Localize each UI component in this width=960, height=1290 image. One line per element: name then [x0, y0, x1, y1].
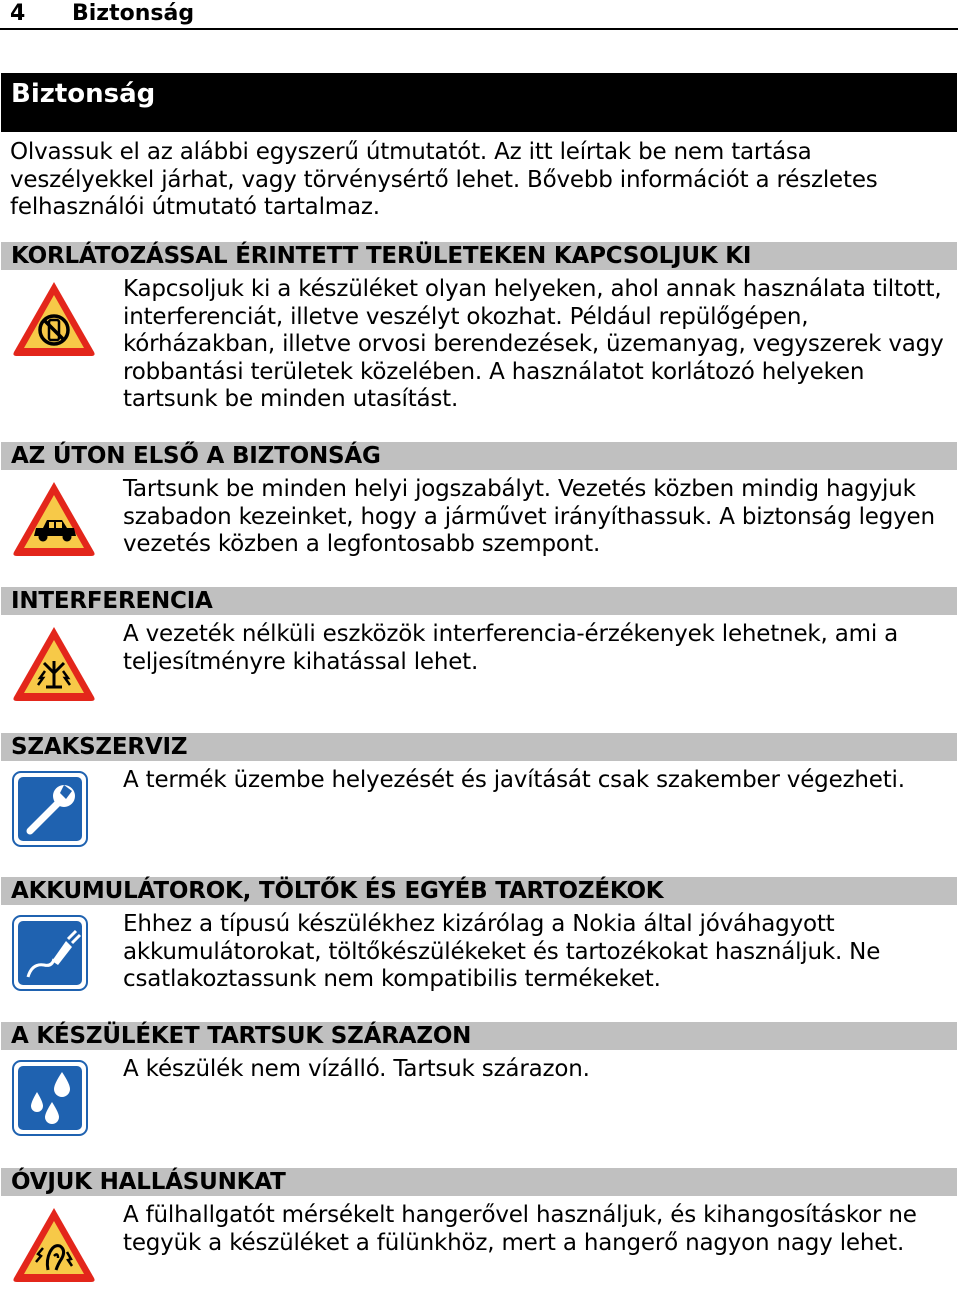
running-header	[0, 0, 958, 30]
section-heading: INTERFERENCIA	[11, 588, 213, 614]
section-heading-bar	[1, 877, 957, 905]
water-drops-icon	[10, 1058, 98, 1138]
section-heading-bar	[1, 442, 957, 470]
section-heading-bar	[1, 242, 957, 270]
section-heading: ÓVJUK HALLÁSUNKAT	[11, 1169, 286, 1195]
section-heading-bar	[1, 1022, 957, 1050]
charger-plug-icon	[10, 913, 98, 993]
section-heading-bar	[1, 733, 957, 761]
interference-warning-icon	[10, 623, 98, 703]
page-title: Biztonság	[11, 79, 156, 109]
section-heading: AZ ÚTON ELSŐ A BIZTONSÁG	[11, 443, 381, 469]
section-heading: SZAKSZERVIZ	[11, 734, 188, 760]
section-text: Ehhez a típusú készülékhez kizárólag a Nokia által jóváhagyott akkumulátorokat, töltőkészülékeket és tartozékokat használjuk. Ne csatlakoztassunk nem kompatibilis termékeket.	[123, 911, 881, 992]
section-text: Tartsunk be minden helyi jogszabályt. Vezetés közben mindig hagyjuk szabadon kezeinket, hogy a járművet irányíthassuk. A biztonság legyen vezetés közben a legfontosabb szempont.	[123, 476, 935, 557]
section-heading-bar	[1, 1168, 957, 1196]
page-title-bar	[1, 73, 957, 132]
section-text: A vezeték nélküli eszközök interferencia-érzékenyek lehetnek, ami a teljesítményre kihatással lehet.	[123, 621, 899, 675]
page-number: 4	[10, 1, 26, 26]
section-heading: A KÉSZÜLÉKET TARTSUK SZÁRAZON	[11, 1023, 472, 1049]
section-text: A fülhallgatót mérsékelt hangerővel használjuk, és kihangosításkor ne tegyük a készüléket a fülünkhöz, mert a hangerő nagyon nagy lehet.	[123, 1202, 917, 1256]
hearing-warning-icon	[10, 1204, 98, 1284]
wrench-icon	[10, 769, 98, 849]
no-phone-warning-icon	[10, 278, 98, 358]
section-heading: AKKUMULÁTOROK, TÖLTŐK ÉS EGYÉB TARTOZÉKOK	[11, 878, 664, 904]
section-text: Kapcsoljuk ki a készüléket olyan helyeken, ahol annak használata tiltott, interferenciát, illetve veszélyt okozhat. Például repülőgépen, kórházakban, illetve orvosi berendezések, üzemanyag, vegyszerek vagy robbantási területek közelében. A használatot korlátozó helyeken tartsunk be minden utasítást.	[123, 276, 944, 412]
running-title: Biztonság	[72, 1, 195, 26]
intro-paragraph: Olvassuk el az alábbi egyszerű útmutatót. Az itt leírtak be nem tartása veszélyekkel járhat, vagy törvénysértő lehet. Bővebb információt a részletes felhasználói útmutató tartalmaz.	[10, 139, 878, 220]
car-warning-icon	[10, 478, 98, 558]
section-heading: KORLÁTOZÁSSAL ÉRINTETT TERÜLETEKEN KAPCSOLJUK KI	[11, 243, 752, 269]
section-text: A termék üzembe helyezését és javítását csak szakember végezheti.	[123, 767, 905, 793]
section-text: A készülék nem vízálló. Tartsuk szárazon.	[123, 1056, 590, 1082]
section-heading-bar	[1, 587, 957, 615]
